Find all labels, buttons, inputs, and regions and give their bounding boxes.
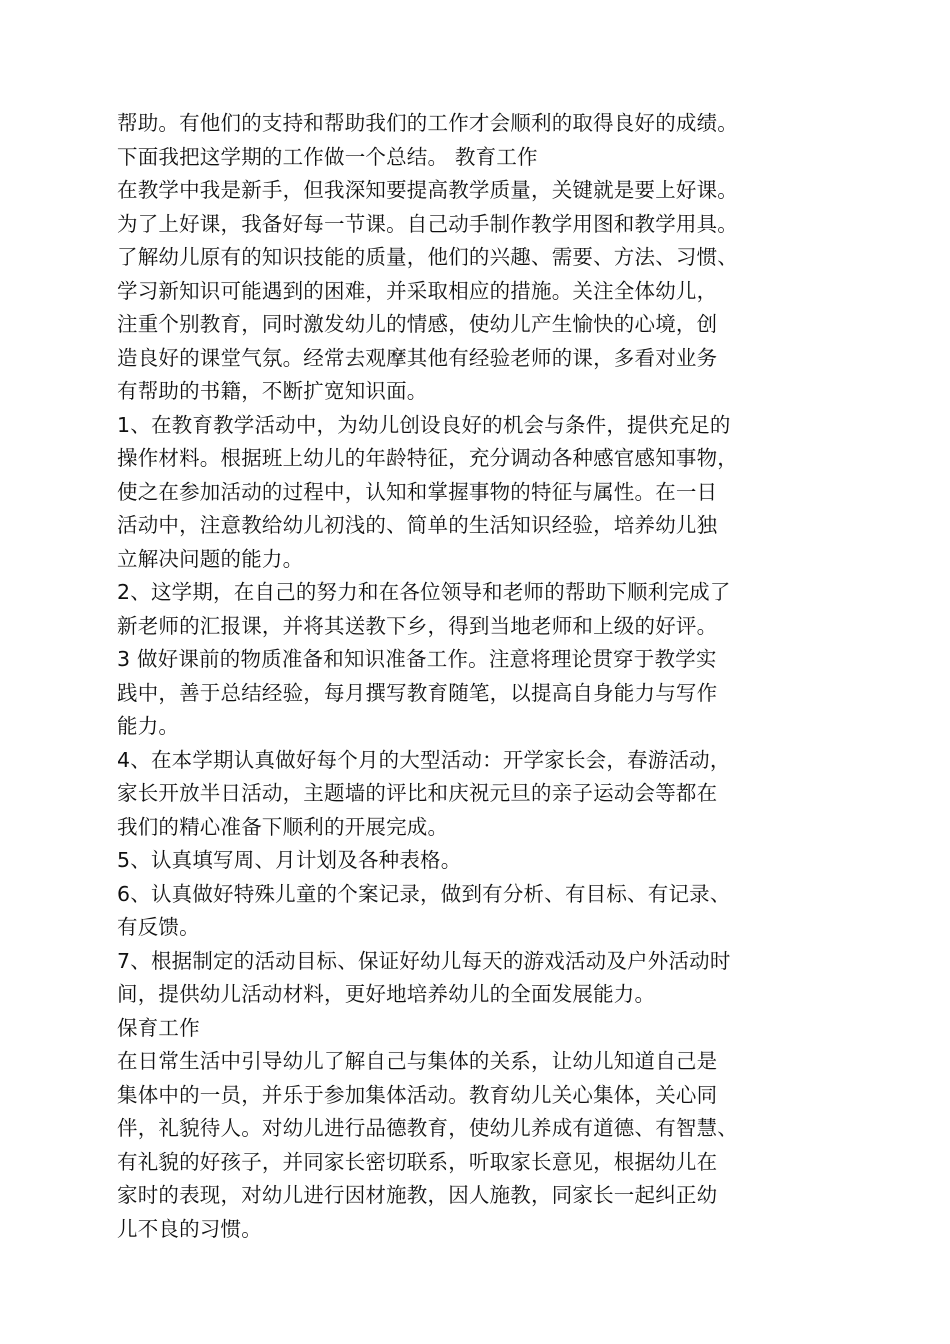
text-line: 能力。 [117, 714, 180, 738]
text-line: 新老师的汇报课，并将其送教下乡，得到当地老师和上级的好评。 [117, 613, 718, 638]
text-line: 3 做好课前的物质准备和知识准备工作。注意将理论贯穿于教学实 [117, 647, 717, 671]
text-line: 帮助。有他们的支持和帮助我们的工作才会顺利的取得良好的成绩。 [117, 111, 738, 135]
text-line: 伴，礼貌待人。对幼儿进行品德教育，使幼儿养成有道德、有智慧、 [117, 1116, 738, 1140]
text-line: 操作材料。根据班上幼儿的年龄特征，充分调动各种感官感知事物， [117, 446, 738, 470]
text-line: 有帮助的书籍，不断扩宽知识面。 [117, 379, 428, 403]
document-body [117, 107, 837, 1246]
text-line: 2、这学期，在自己的努力和在各位领导和老师的帮助下顺利完成了 [117, 580, 731, 604]
text-line: 在日常生活中引导幼儿了解自己与集体的关系，让幼儿知道自己是 [117, 1049, 718, 1073]
text-line: 使之在参加活动的过程中，认知和掌握事物的特征与属性。在一日 [117, 479, 718, 504]
text-line: 家时的表现，对幼儿进行因材施教，因人施教，同家长一起纠正幼 [117, 1183, 718, 1207]
text-line: 5、认真填写周、月计划及各种表格。 [117, 848, 462, 872]
text-line: 家长开放半日活动，主题墙的评比和庆祝元旦的亲子运动会等都在 [117, 781, 718, 805]
text-line: 注重个别教育，同时激发幼儿的情感，使幼儿产生愉快的心境，创 [117, 312, 718, 336]
text-line: 间，提供幼儿活动材料，更好地培养幼儿的全面发展能力。 [117, 982, 656, 1006]
text-line: 我们的精心准备下顺利的开展完成。 [117, 814, 449, 839]
text-line: 有礼貌的好孩子，并同家长密切联系，听取家长意见，根据幼儿在 [117, 1149, 718, 1174]
text-line: 下面我把这学期的工作做一个总结。 教育工作 [117, 144, 538, 169]
text-line: 在教学中我是新手，但我深知要提高教学质量，关键就是要上好课。 [117, 178, 738, 202]
text-line: 集体中的一员，并乐于参加集体活动。教育幼儿关心集体，关心同 [117, 1082, 718, 1107]
text-line: 学习新知识可能遇到的困难，并采取相应的措施。关注全体幼儿， [117, 278, 718, 303]
text-line: 造良好的课堂气氛。经常去观摩其他有经验老师的课，多看对业务 [117, 345, 718, 370]
text-line: 活动中，注意教给幼儿初浅的、简单的生活知识经验，培养幼儿独 [117, 513, 718, 537]
text-line: 1、在教育教学活动中，为幼儿创设良好的机会与条件，提供充足的 [117, 412, 731, 437]
text-line: 有反馈。 [117, 915, 200, 939]
text-line: 立解决问题的能力。 [117, 546, 304, 571]
text-line: 儿不良的习惯。 [117, 1216, 262, 1241]
text-line: 6、认真做好特殊儿童的个案记录，做到有分析、有目标、有记录、 [117, 881, 731, 906]
text-line: 践中，善于总结经验，每月撰写教育随笔，以提高自身能力与写作 [117, 680, 718, 705]
text-line: 7、根据制定的活动目标、保证好幼儿每天的游戏活动及户外活动时 [117, 948, 731, 973]
text-line: 4、在本学期认真做好每个月的大型活动：开学家长会，春游活动， [117, 747, 731, 772]
text-line: 保育工作 [117, 1015, 200, 1040]
text-line: 了解幼儿原有的知识技能的质量，他们的兴趣、需要、方法、习惯、 [117, 245, 738, 269]
text-line: 为了上好课，我备好每一节课。自己动手制作教学用图和教学用具。 [117, 211, 738, 236]
